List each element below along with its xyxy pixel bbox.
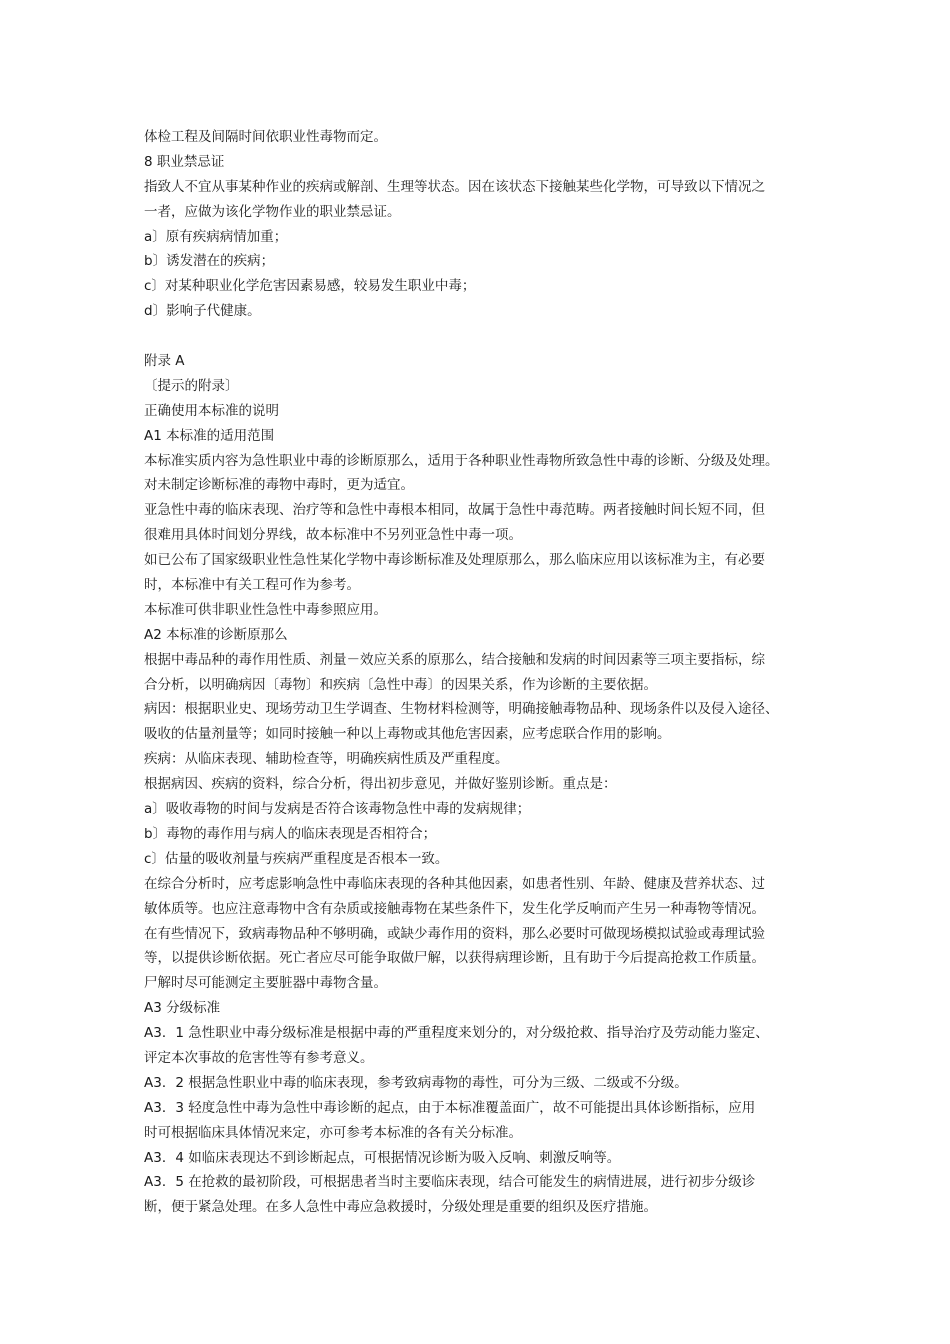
text-line: A1 本标准的适用范围	[144, 427, 275, 444]
text-line: 时可根据临床具体情况来定，亦可参考本标准的各有关分标准。	[144, 1124, 522, 1141]
text-line: 吸收的估量剂量等；如同时接触一种以上毒物或其他危害因素，应考虑联合作用的影响。	[144, 726, 671, 743]
text-line: 时，本标准中有关工程可作为参考。	[144, 577, 360, 594]
text-line: A2 本标准的诊断原那么	[144, 626, 288, 643]
text-line: a〕吸收毒物的时间与发病是否符合该毒物急性中毒的发病规律；	[144, 801, 531, 818]
text-line: 亚急性中毒的临床表现、治疗等和急性中毒根本相同，故属于急性中毒范畴。两者接触时间长短不同，但	[144, 502, 765, 519]
document-page	[144, 125, 824, 1220]
text-line: 在综合分析时，应考虑影响急性中毒临床表现的各种其他因素，如患者性别、年龄、健康及营养状态、过	[144, 875, 765, 892]
text-line: 附录 A	[144, 353, 185, 370]
text-line: 评定本次事故的危害性等有参考意义。	[144, 1049, 374, 1066]
text-line: 敏体质等。也应注意毒物中含有杂质或接触毒物在某些条件下，发生化学反响而产生另一种毒物等情况。	[144, 900, 765, 917]
text-line: A3．5 在抢救的最初阶段，可根据患者当时主要临床表现，结合可能发生的病情进展，进行初步分级诊	[144, 1174, 756, 1191]
text-line: A3．1 急性职业中毒分级标准是根据中毒的严重程度来划分的，对分级抢救、指导治疗及劳动能力鉴定、	[144, 1025, 769, 1042]
text-line: 正确使用本标准的说明	[144, 402, 279, 419]
text-line: A3．4 如临床表现达不到诊断起点，可根据情况诊断为吸入反响、刺激反响等。	[144, 1149, 621, 1166]
blank-line	[144, 324, 824, 349]
text-line: 指致人不宜从事某种作业的疾病或解剖、生理等状态。因在该状态下接触某些化学物，可导致以下情况之	[144, 178, 765, 195]
text-line: 很难用具体时间划分界线，故本标准中不另列亚急性中毒一项。	[144, 527, 522, 544]
text-line: A3．2 根据急性职业中毒的临床表现，参考致病毒物的毒性，可分为三级、二级或不分级。	[144, 1074, 688, 1091]
text-line: 合分析，以明确病因〔毒物〕和疾病〔急性中毒〕的因果关系，作为诊断的主要依据。	[144, 676, 657, 693]
text-line: 8 职业禁忌证	[144, 153, 225, 170]
text-line: b〕诱发潜在的疾病；	[144, 253, 275, 270]
text-line: 断，便于紧急处理。在多人急性中毒应急救援时，分级处理是重要的组织及医疗措施。	[144, 1199, 657, 1216]
text-line: 疾病：从临床表现、辅助检查等，明确疾病性质及严重程度。	[144, 751, 509, 768]
text-line: 〔提示的附录〕	[144, 377, 239, 394]
text-line: A3 分级标准	[144, 1000, 221, 1017]
text-line: a〕原有疾病病情加重；	[144, 228, 288, 245]
text-line: 在有些情况下，致病毒物品种不够明确，或缺少毒作用的资料，那么必要时可做现场模拟试验或毒理试验	[144, 925, 765, 942]
text-line: A3．3 轻度急性中毒为急性中毒诊断的起点，由于本标准覆盖面广，故不可能提出具体诊断指标，应用	[144, 1099, 756, 1116]
text-line: d〕影响子代健康。	[144, 303, 261, 320]
text-line: 本标准可供非职业性急性中毒参照应用。	[144, 601, 387, 618]
text-line: c〕估量的吸收剂量与疾病严重程度是否根本一致。	[144, 850, 449, 867]
text-line: b〕毒物的毒作用与病人的临床表现是否相符合；	[144, 825, 437, 842]
text-line: 等，以提供诊断依据。死亡者应尽可能争取做尸解，以获得病理诊断，且有助于今后提高抢救工作质量。	[144, 950, 765, 967]
text-line: 根据病因、疾病的资料，综合分析，得出初步意见，并做好鉴别诊断。重点是：	[144, 776, 617, 793]
text-line: 如已公布了国家级职业性急性某化学物中毒诊断标准及处理原那么，那么临床应用以该标准为主，有必要	[144, 552, 765, 569]
text-line: 本标准实质内容为急性职业中毒的诊断原那么，适用于各种职业性毒物所致急性中毒的诊断、分级及处理。	[144, 452, 779, 469]
text-line: 对未制定诊断标准的毒物中毒时，更为适宜。	[144, 477, 414, 494]
text-line: c〕对某种职业化学危害因素易感，较易发生职业中毒；	[144, 278, 476, 295]
text-line: 一者，应做为该化学物作业的职业禁忌证。	[144, 203, 401, 220]
text-line: 病因：根据职业史、现场劳动卫生学调查、生物材料检测等，明确接触毒物品种、现场条件以及侵入途径、	[144, 701, 779, 718]
text-line: 尸解时尽可能测定主要脏器中毒物含量。	[144, 975, 387, 992]
text-line: 体检工程及间隔时间依职业性毒物而定。	[144, 129, 387, 145]
text-line: 根据中毒品种的毒作用性质、剂量－效应关系的原那么，结合接触和发病的时间因素等三项主要指标，综	[144, 651, 765, 668]
